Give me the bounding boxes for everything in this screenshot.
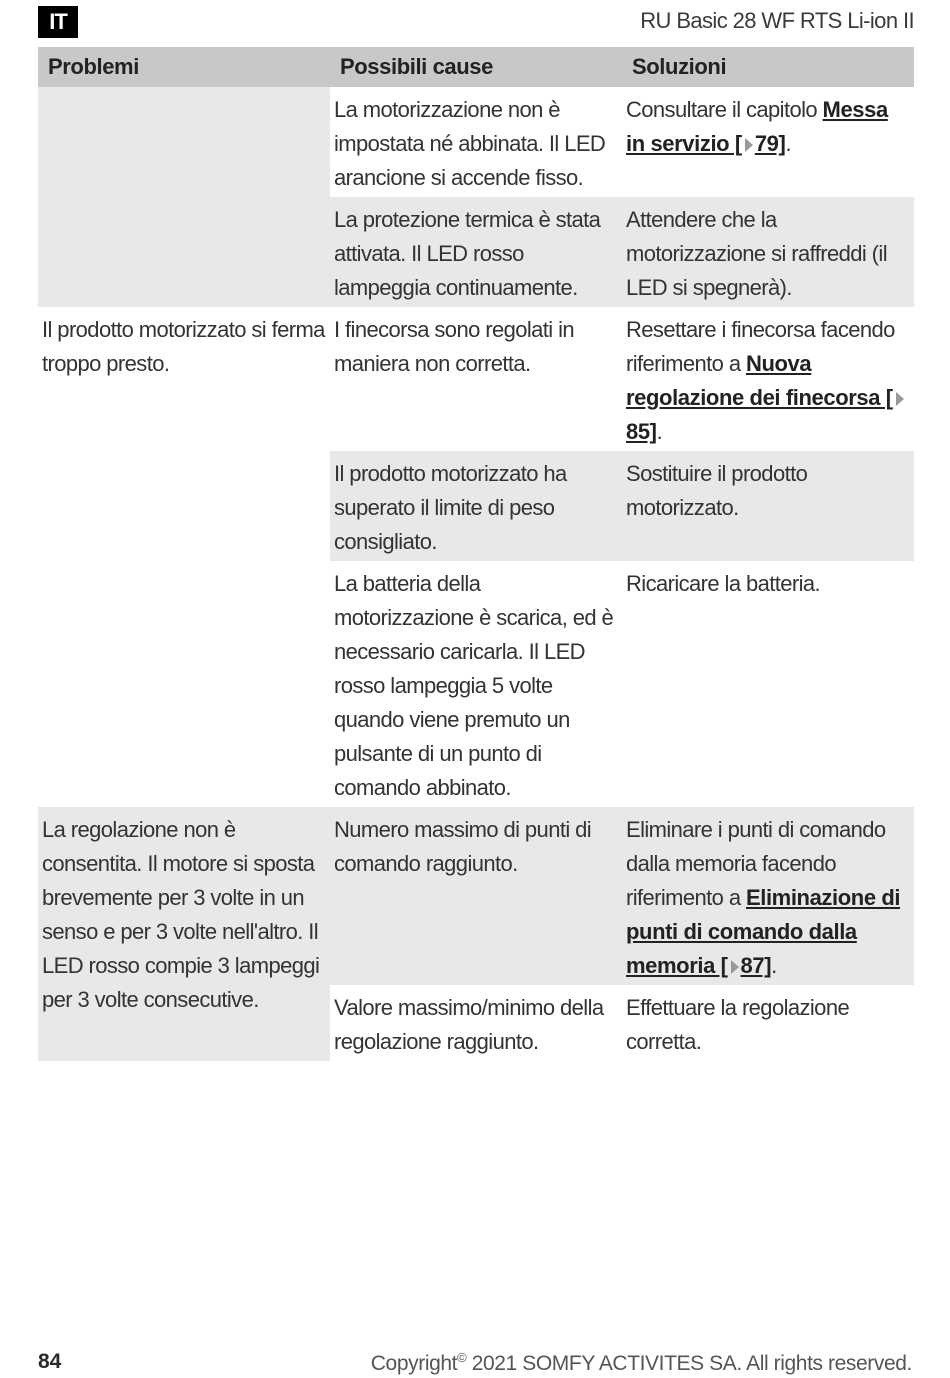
- solution-cell: [622, 87, 914, 197]
- link-page: 79]: [754, 131, 786, 156]
- column-header-problems: Problemi: [38, 47, 330, 87]
- solution-cell: Ricaricare la batteria.: [626, 571, 821, 596]
- problem-cell: La regolazione non è consentita. Il motore si sposta brevemente per 3 volte in un senso e per 3 volte nell'altro. Il LED rosso compie 3 lampeggi per 3 volte consecutive.: [38, 807, 330, 1061]
- table-header-row: [38, 47, 914, 87]
- solution-cell: Effettuare la regolazione corretta.: [626, 995, 850, 1054]
- table-row: [38, 87, 914, 197]
- problem-cell: Il prodotto motorizzato si ferma troppo presto.: [42, 317, 325, 376]
- page-reference-arrow-icon: [731, 960, 739, 974]
- link-label: Eliminazione di punti di comando dalla memoria [: [626, 885, 901, 978]
- solution-text: Consultare il capitolo: [626, 97, 823, 122]
- solution-punctuation: .: [771, 953, 777, 978]
- product-name: RU Basic 28 WF RTS Li-ion II: [640, 8, 914, 33]
- problem-cell: [38, 87, 330, 307]
- copyright-notice: [371, 1350, 912, 1376]
- page-reference-arrow-icon: [745, 138, 753, 152]
- solution-punctuation: .: [785, 131, 791, 156]
- solution-text: Eliminare i punti di comando dalla memoria facendo riferimento a: [626, 817, 886, 910]
- page-number: 84: [38, 1350, 62, 1373]
- copyright-label: Copyright: [370, 1352, 458, 1375]
- troubleshooting-table: [38, 47, 914, 1061]
- link-page: 85]: [626, 419, 657, 444]
- solution-cell: [622, 307, 914, 451]
- cause-cell: Valore massimo/minimo della regolazione raggiunto.: [334, 995, 604, 1054]
- cause-cell: La motorizzazione non è impostata né abbinata. Il LED arancione si accende fisso.: [334, 97, 606, 190]
- solution-cell: Attendere che la motorizzazione si raffreddi (il LED si spegnerà).: [622, 197, 914, 307]
- solution-cell: [622, 807, 914, 985]
- language-badge: IT: [38, 6, 78, 38]
- column-header-causes: Possibili cause: [330, 47, 622, 87]
- cause-cell: I finecorsa sono regolati in maniera non corretta.: [334, 317, 575, 376]
- column-header-solutions: Soluzioni: [622, 47, 914, 87]
- solution-text: Resettare i finecorsa facendo riferimento a: [626, 317, 895, 376]
- table-row: [38, 807, 914, 985]
- cause-cell: Numero massimo di punti di comando raggiunto.: [330, 807, 622, 985]
- solution-punctuation: .: [656, 419, 663, 444]
- link-page: 87]: [740, 953, 772, 978]
- link-label: Nuova regolazione dei finecorsa [: [626, 351, 893, 410]
- page-reference-arrow-icon: [896, 392, 904, 406]
- cause-cell: La protezione termica è stata attivata. Il LED rosso lampeggia continuamente.: [330, 197, 622, 307]
- solution-cell: Sostituire il prodotto motorizzato.: [622, 451, 914, 561]
- copyright-symbol: ©: [457, 1350, 467, 1365]
- cause-cell: La batteria della motorizzazione è scarica, ed è necessario caricarla. Il LED rosso lampeggia 5 volte quando viene premuto un pulsante di un punto di comando abbinato.: [334, 571, 614, 800]
- cause-cell: Il prodotto motorizzato ha superato il limite di peso consigliato.: [330, 451, 622, 561]
- link-label: Messa in servizio [: [626, 97, 888, 156]
- copyright-text: 2021 SOMFY ACTIVITES SA. All rights reserved.: [466, 1352, 912, 1375]
- table-row: [38, 307, 914, 451]
